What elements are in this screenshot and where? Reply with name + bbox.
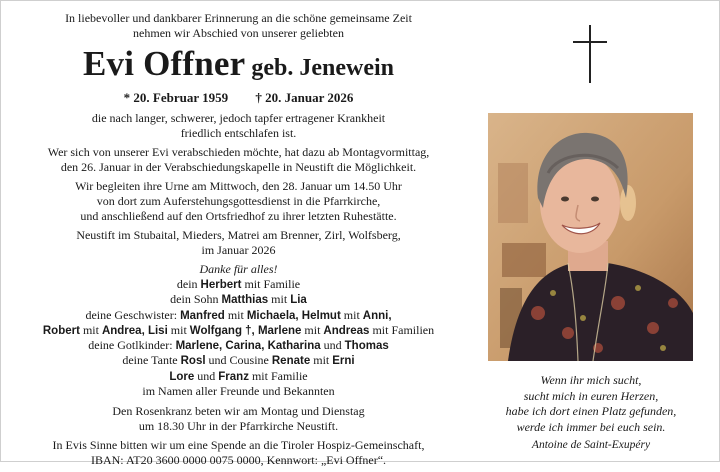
family-name: Rosl (180, 355, 206, 368)
family-line (11, 323, 466, 338)
family-list (11, 277, 466, 398)
family-name: Lia (290, 294, 307, 307)
family-text: mit Familien (369, 322, 435, 337)
family-line (11, 353, 466, 368)
rosary-line: um 18.30 Uhr in der Pfarrkirche Neustift. (138, 419, 339, 434)
birth-date: * 20. Februar 1959 (123, 90, 229, 105)
cross-vertical-bar (589, 25, 591, 83)
family-text: mit (224, 307, 247, 322)
family-line (11, 292, 466, 307)
cross-icon (573, 25, 607, 83)
family-text: mit (167, 322, 190, 337)
rosary-text (11, 404, 466, 434)
wall-picture (502, 243, 546, 277)
quote-line: habe ich dort einen Platz gefunden, (505, 404, 677, 418)
family-text: deine Geschwister: (85, 307, 181, 322)
family-text: mit (301, 322, 324, 337)
funeral-line: und anschließend auf den Ortsfriedhof zu ihrer letzten Ruhestätte. (80, 209, 397, 223)
family-line (11, 308, 466, 323)
quote-block (481, 373, 701, 454)
quote-author: Antoine de Saint-Exupéry (531, 439, 651, 451)
place-line: im Januar 2026 (201, 243, 276, 257)
family-line (11, 277, 466, 292)
cross-horizontal-bar (573, 41, 607, 43)
funeral-text (11, 179, 466, 224)
passing-line: friedlich entschlafen ist. (180, 126, 297, 140)
family-name: Andreas (323, 324, 370, 337)
place-date-text (11, 228, 466, 258)
family-name: Robert (42, 324, 80, 337)
family-text: dein (176, 277, 201, 291)
family-text: und (320, 338, 345, 353)
family-text: deine Tante (122, 353, 181, 368)
thanks-text: Danke für alles! (199, 262, 278, 276)
intro-line: In liebevoller und dankbarer Erinnerung an die schöne gemeinsame Zeit (65, 11, 412, 25)
donation-line: IBAN: AT20 3600 0000 0075 0000, Kennwort: „Evi Offner“. (90, 453, 387, 468)
intro-text (11, 11, 466, 41)
family-text: im Namen aller Freunde und Bekannten (142, 384, 335, 399)
death-date: † 20. Januar 2026 (255, 90, 354, 105)
obituary-text-column (11, 11, 466, 472)
family-name: Herbert (200, 279, 242, 291)
family-text: mit Familie (248, 368, 308, 383)
donation-line: In Evis Sinne bitten wir um eine Spende an die Tiroler Hospiz-Gemeinschaft, (52, 438, 425, 453)
family-text: dein Sohn (170, 292, 222, 307)
family-name: Wolfgang †, Marlene (189, 324, 302, 337)
life-dates (11, 90, 466, 106)
family-text: und (194, 368, 219, 383)
farewell-line: Wer sich von unserer Evi verabschieden möchte, hat dazu ab Montagvormittag, (47, 145, 430, 159)
funeral-line: von dort zum Auferstehungsgottesdienst in die Pfarrkirche, (96, 194, 381, 208)
family-name: Erni (332, 355, 355, 368)
family-text: mit (79, 322, 102, 337)
rosary-line: Den Rosenkranz beten wir am Montag und Dienstag (112, 404, 365, 419)
family-name: Marlene, Carina, Katharina (175, 340, 321, 353)
family-text: mit Familie (241, 277, 301, 291)
deceased-name-row (11, 45, 466, 90)
family-name: Franz (218, 370, 249, 383)
family-name: Michaela, Helmut (246, 309, 341, 322)
family-text: mit (268, 292, 291, 307)
wall-frame (498, 163, 528, 223)
family-text: mit (340, 307, 363, 322)
family-name: Thomas (344, 340, 389, 353)
funeral-line: Wir begleiten ihre Urne am Mittwoch, den 28. Januar um 14.50 Uhr (75, 179, 402, 193)
right-eye (591, 197, 599, 202)
family-name: Lore (169, 370, 195, 383)
quote-line: Wenn ihr mich sucht, (540, 373, 642, 387)
portrait-photo (488, 113, 693, 361)
family-text: deine Gotlkinder: (88, 338, 176, 353)
quote-line: sucht mich in euren Herzen, (523, 388, 659, 403)
passing-text (11, 111, 466, 141)
passing-line: die nach langer, schwerer, jedoch tapfer ertragener Krankheit (91, 111, 386, 125)
family-line (11, 384, 466, 398)
family-name: Renate (271, 355, 311, 368)
quote-line: werde ich immer bei euch sein. (516, 419, 666, 434)
deceased-name: Evi Offner (82, 44, 246, 83)
intro-line: nehmen wir Abschied von unserer geliebten (133, 26, 344, 40)
donation-text (11, 438, 466, 468)
family-line (11, 369, 466, 384)
family-text: und Cousine (205, 353, 272, 368)
family-name: Manfred (180, 309, 225, 322)
family-name: Andrea, Lisi (101, 324, 168, 337)
farewell-text (11, 145, 466, 175)
family-text: mit (310, 353, 333, 368)
family-name: Anni, (362, 309, 392, 322)
farewell-line: den 26. Januar in der Verabschiedungskapelle in Neustift die Möglichkeit. (60, 160, 417, 174)
place-line: Neustift im Stubaital, Mieders, Matrei am Brenner, Zirl, Wolfsberg, (76, 228, 401, 242)
portrait-illustration (488, 113, 693, 361)
family-line (11, 338, 466, 353)
lamp-glow (620, 185, 636, 221)
family-name: Matthias (221, 294, 269, 307)
left-eye (561, 197, 569, 202)
maiden-name: geb. Jenewein (251, 55, 395, 81)
